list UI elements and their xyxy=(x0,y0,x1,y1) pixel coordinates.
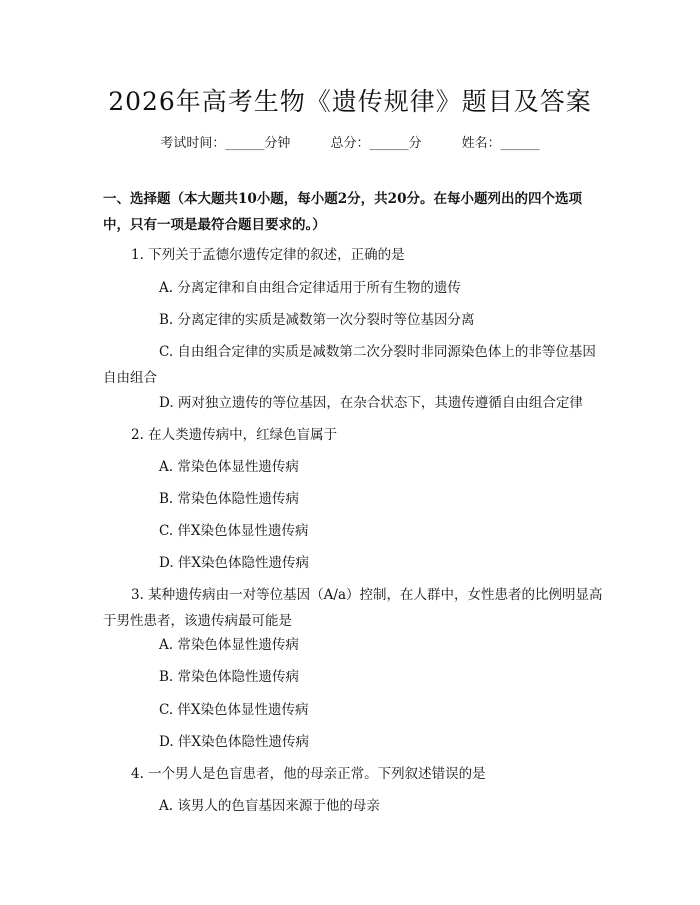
question-1-option-a: A. 分离定律和自由组合定律适用于所有生物的遗传 xyxy=(159,280,461,296)
question-3-option-a: A. 常染色体显性遗传病 xyxy=(159,637,299,653)
question-1-stem: 1. 下列关于孟德尔遗传定律的叙述，正确的是 xyxy=(131,247,405,263)
question-1-option-b: B. 分离定律的实质是减数第一次分裂时等位基因分离 xyxy=(159,312,475,328)
exam-time: 考试时间：______分钟 xyxy=(160,136,291,151)
question-3-option-b: B. 常染色体隐性遗传病 xyxy=(159,669,300,685)
question-2-option-c: C. 伴X染色体显性遗传病 xyxy=(159,523,309,539)
question-2-option-a: A. 常染色体显性遗传病 xyxy=(159,459,299,475)
student-name: 姓名：______ xyxy=(461,136,540,151)
question-3-option-c: C. 伴X染色体显性遗传病 xyxy=(159,702,309,718)
question-4-option-a: A. 该男人的色盲基因来源于他的母亲 xyxy=(159,798,380,814)
exam-meta xyxy=(0,132,700,151)
question-1-option-d: D. 两对独立遗传的等位基因，在杂合状态下，其遗传遵循自由组合定律 xyxy=(159,395,583,411)
question-2-option-b: B. 常染色体隐性遗传病 xyxy=(159,491,300,507)
question-2-option-d: D. 伴X染色体隐性遗传病 xyxy=(159,555,310,571)
page-title: 2026年高考生物《遗传规律》题目及答案 xyxy=(108,87,592,116)
section-heading: 一、选择题（本大题共10小题，每小题2分，共20分。在每小题列出的四个选项中，只有一项是最符合题目要求的。） xyxy=(103,191,582,233)
question-4-stem: 4. 一个男人是色盲患者，他的母亲正常。下列叙述错误的是 xyxy=(131,766,486,782)
question-1-option-c: C. 自由组合定律的实质是减数第二次分裂时非同源染色体上的非等位基因自由组合 xyxy=(103,344,596,386)
question-2-stem: 2. 在人类遗传病中，红绿色盲属于 xyxy=(131,427,338,443)
exam-score: 总分：______分 xyxy=(330,136,422,151)
question-3-stem: 3. 某种遗传病由一对等位基因（A/a）控制，在人群中，女性患者的比例明显高于男性患者，该遗传病最可能是 xyxy=(103,587,603,629)
question-3-option-d: D. 伴X染色体隐性遗传病 xyxy=(159,734,310,750)
